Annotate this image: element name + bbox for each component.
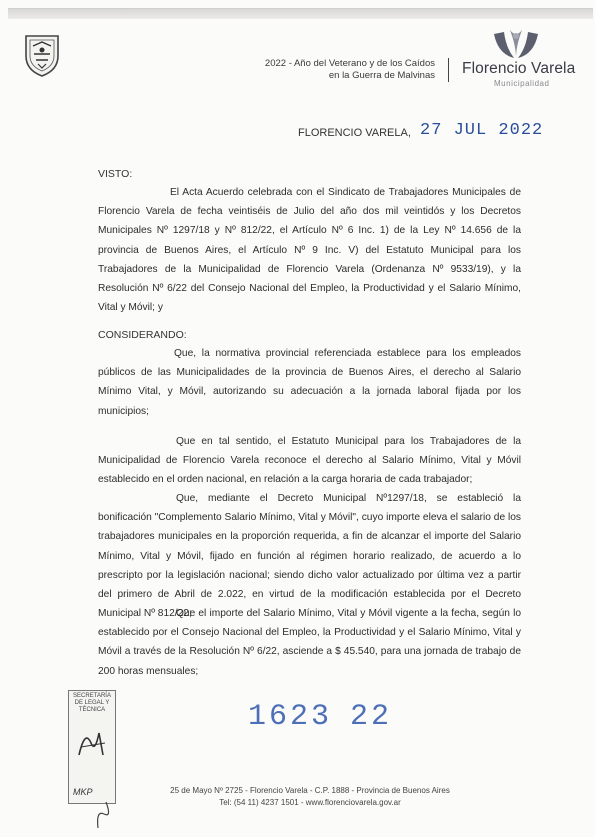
visto-paragraph: El Acta Acuerdo celebrada con el Sindicato de Trabajadores Municipales de Florencio Varela de fecha veintiséis de Julio del año dos mil veintidós y los Decretos Municipales Nº 1297/18 y Nº 812/22, el Artículo Nº 6 Inc. 1) de la Ley Nº 14.656 de la provincia de Buenos Aires, el Artículo Nº 9 Inc. V) del Estatuto Municipal para los Trabajadores de la Municipalidad de Florencio Varela (Ordenanza Nº 9533/19), y la Resolución Nº 6/22 del Consejo Nacional del Empleo, la Productividad y el Salario Mínimo, Vital y Móvil; y xyxy=(98,187,521,314)
visto-heading: VISTO: xyxy=(98,168,133,180)
municipal-crest-icon xyxy=(22,32,62,78)
approval-stamp xyxy=(68,690,116,804)
considerando-paragraph-4: Que el importe del Salario Mínimo, Vital y Móvil vigente a la fecha, según lo establecido por el Consejo Nacional del Empleo, la Productividad y el Salario Mínimo, Vital y Móvil a través de la Resolución Nº 6/22, asciende a $ 45.540, para una jornada de trabajo de 200 horas mensuales; xyxy=(98,608,521,677)
scan-edge-band xyxy=(8,8,593,19)
margin-signature-icon xyxy=(94,800,114,830)
slogan-line-1: 2022 - Año del Veterano y de los Caídos xyxy=(264,58,435,69)
footer-address: 25 de Mayo Nº 2725 - Florencio Varela - C.P. 1888 - Provincia de Buenos Aires xyxy=(170,786,450,795)
decree-number-year: 22 xyxy=(350,700,393,734)
slogan-line-2: en la Guerra de Malvinas xyxy=(328,70,435,81)
brand-name: Florencio Varela xyxy=(462,60,576,77)
brand-subtitle: Municipalidad xyxy=(494,79,550,88)
stamp-initials: MKP xyxy=(73,787,93,797)
considerando-heading: CONSIDERANDO: xyxy=(98,329,187,341)
considerando-paragraph-3: Que, mediante el Decreto Municipal Nº1297/18, se estableció la bonificación "Complemento Salario Mínimo, Vital y Móvil", cuyo importe eleva el salario de los trabajadores municipales en la proporción requerida, a fin de alcanzar el importe del Salario Mínimo, Vital y Móvil, fijado en función al régimen horario realizado, de acuerdo a lo prescripto por la legislación nacional; siendo dicho valor actualizado por última vez a partir del primero de Abril de 2.022, en virtud de la modificación establecida por el Decreto Municipal Nº 812/22; xyxy=(98,493,521,620)
considerando-paragraph-2: Que en tal sentido, el Estatuto Municipal para los Trabajadores de la Municipalidad de Florencio Varela reconoce el derecho al Salario Mínimo, Vital y Móvil establecido en el orden nacional, en relación a la carga horaria de cada trabajador; xyxy=(98,436,521,486)
signature-icon xyxy=(75,725,109,761)
decree-number xyxy=(248,700,392,734)
decree-number-main: 1623 xyxy=(248,700,333,734)
stamp-text: SECRETARÍA DE LEGAL Y TÉCNICA xyxy=(73,693,111,713)
footer-contact: Tel: (54 11) 4237 1501 - www.florenciovarela.gov.ar xyxy=(219,798,401,807)
considerando-paragraph-1: Que, la normativa provincial referenciada establece para los empleados públicos de las Municipalidades de la provincia de Buenos Aires, el derecho al Salario Mínimo Vital, y Móvil, autorizando su adecuación a la jornada laboral fijada por los municipios; xyxy=(98,348,521,417)
florencio-varela-logo-icon xyxy=(488,28,544,62)
header-slogan xyxy=(240,58,435,82)
document-date-stamp: 27 JUL 2022 xyxy=(420,121,544,140)
header-divider xyxy=(448,58,449,82)
document-place: FLORENCIO VARELA, xyxy=(298,127,411,139)
